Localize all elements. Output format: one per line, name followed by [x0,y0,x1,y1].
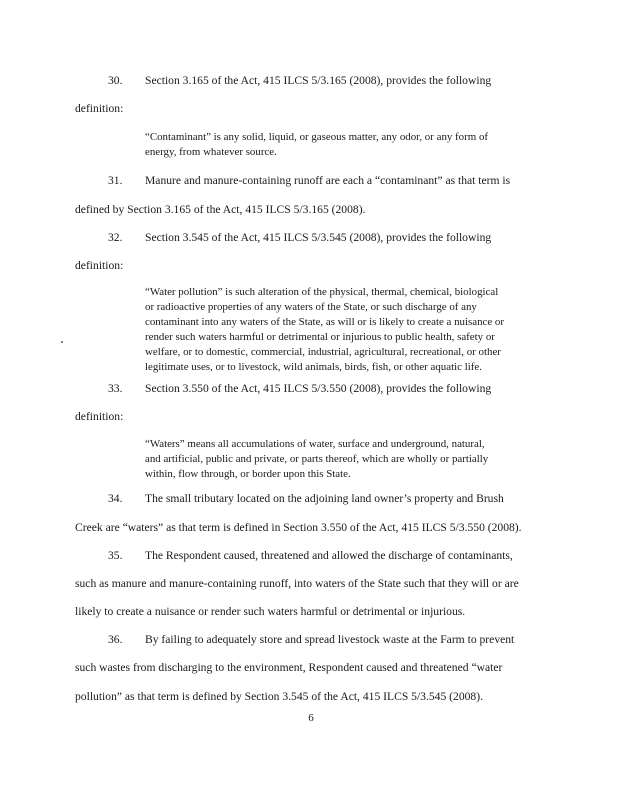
paragraph-number-35: 35. [108,549,123,562]
block-quote-contaminant [145,130,545,160]
paragraph-32-line-1: Section 3.545 of the Act, 415 ILCS 5/3.545 (2008), provides the following [145,231,492,244]
paragraph-number-33: 33. [108,382,123,395]
paragraph-35-line-3: likely to create a nuisance or render such waters harmful or detrimental or injurious. [75,605,466,618]
paragraph-36-line-3: pollution” as that term is defined by Section 3.545 of the Act, 415 ILCS 5/3.545 (2008). [75,690,483,703]
paragraph-31-line-2: defined by Section 3.165 of the Act, 415 ILCS 5/3.165 (2008). [75,203,366,216]
quote-line: “Contaminant” is any solid, liquid, or gaseous matter, any odor, or any form of [145,131,489,143]
paragraph-36-line-1: By failing to adequately store and spread livestock waste at the Farm to prevent [145,633,515,646]
paragraph-number-31: 31. [108,174,123,187]
quote-line: “Waters” means all accumulations of water, surface and underground, natural, [145,438,485,450]
scan-speck [61,341,63,343]
paragraph-34-line-1: The small tributary located on the adjoining land owner’s property and Brush [145,492,504,505]
quote-line: contaminant into any waters of the State, as will or is likely to create a nuisance or [145,316,504,328]
paragraph-35-line-1: The Respondent caused, threatened and allowed the discharge of contaminants, [145,549,513,562]
quote-line: legitimate uses, or to livestock, wild animals, birds, fish, or other aquatic life. [145,361,482,373]
quote-line: welfare, or to domestic, commercial, industrial, agricultural, recreational, or other [145,346,501,358]
quote-line: and artificial, public and private, or parts thereof, which are wholly or partially [145,453,489,465]
paragraph-35-line-2: such as manure and manure-containing runoff, into waters of the State such that they will or are [75,577,519,590]
quote-line: or radioactive properties of any waters of the State, or such discharge of any [145,301,477,313]
paragraph-30-line-1: Section 3.165 of the Act, 415 ILCS 5/3.165 (2008), provides the following [145,74,492,87]
paragraph-33-line-1: Section 3.550 of the Act, 415 ILCS 5/3.550 (2008), provides the following [145,382,492,395]
paragraph-31-line-1: Manure and manure-containing runoff are each a “contaminant” as that term is [145,174,511,187]
paragraph-36-line-2: such wastes from discharging to the environment, Respondent caused and threatened “water [75,661,503,674]
paragraph-34-line-2: Creek are “waters” as that term is defined in Section 3.550 of the Act, 415 ILCS 5/3.550 (2008). [75,521,522,534]
paragraph-number-34: 34. [108,492,123,505]
quote-line: within, flow through, or border upon this State. [145,468,351,480]
quote-line: “Water pollution” is such alteration of the physical, thermal, chemical, biological [145,286,499,298]
paragraph-32-line-2: definition: [75,259,124,272]
paragraph-number-30: 30. [108,74,123,87]
paragraph-30-line-2: definition: [75,102,124,115]
paragraph-number-36: 36. [108,633,123,646]
quote-line: render such waters harmful or detrimental or injurious to public health, safety or [145,331,495,343]
page-number: 6 [308,712,314,724]
block-quote-waters [145,437,545,482]
block-quote-water-pollution [145,285,545,375]
paragraph-number-32: 32. [108,231,123,244]
paragraph-33-line-2: definition: [75,410,124,423]
quote-line: energy, from whatever source. [145,146,277,158]
